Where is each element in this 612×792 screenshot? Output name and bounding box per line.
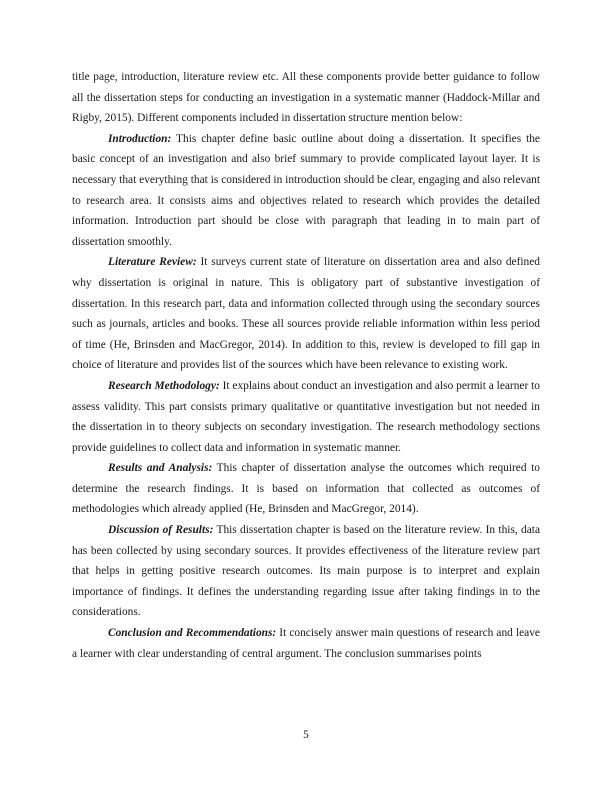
section-heading-research-methodology: Research Methodology: (108, 379, 220, 392)
paragraph-text: It surveys current state of literature on dissertation area and also defined why dissertation is original in nature. This is obligatory part of substantive investigation of dissertation. In this research part, data and information collected through using the secondary sources such as journals, articles and books. These all sources provide reliable information within less period of time (He, Brinsden and MacGregor, 2014). In addition to this, review is developed to fill gap in choice of literature and provides list of the sources which have been relevance to existing work. (72, 256, 540, 372)
paragraph-literature-review (72, 252, 540, 376)
section-heading-literature-review: Literature Review: (108, 256, 197, 269)
paragraph-text: This dissertation chapter is based on the literature review. In this, data has been collected by using secondary sources. It provides effectiveness of the literature review part that helps in getting positive research outcomes. Its main purpose is to interpret and explain importance of findings. It defines the understanding regarding issue after taking findings in to the considerations. (72, 524, 541, 619)
section-heading-conclusion-recommendations: Conclusion and Recommendations: (108, 627, 277, 640)
paragraph-discussion-results (72, 520, 540, 623)
paragraph-text: title page, introduction, literature review etc. All these components provide better guidance to follow all the dissertation steps for conducting an investigation in a systematic manner (Haddock-Millar and Rigby, 2015). Different components included in dissertation structure mention below: (72, 71, 540, 125)
paragraph-text: It concisely answer main questions of research and leave a learner with clear understanding of central argument. The conclusion summarises points (72, 627, 540, 660)
document-body (72, 67, 540, 664)
paragraph-research-methodology (72, 376, 540, 458)
paragraph-text: This chapter define basic outline about doing a dissertation. It specifies the basic concept of an investigation and also brief summary to provide complicated layout layer. It is necessary that everything that is considered in introduction should be clear, engaging and also relevant to research area. It consists aims and objectives related to research which provides the detailed information. Introduction part should be close with paragraph that leading in to main part of dissertation smoothly. (72, 132, 540, 248)
paragraph-intro-continued (72, 67, 540, 129)
paragraph-text: This chapter of dissertation analyse the outcomes which required to determine the research findings. It is based on information that collected as outcomes of methodologies which already applied (He, Brinsden and MacGregor, 2014). (72, 462, 540, 516)
paragraph-introduction (72, 129, 540, 253)
section-heading-discussion-results: Discussion of Results: (108, 524, 214, 537)
paragraph-text: It explains about conduct an investigation and also permit a learner to assess validity. This part consists primary qualitative or quantitative investigation but not needed in the dissertation in to theory subjects on secondary investigation. The research methodology sections provide guidelines to collect data and information in systematic manner. (72, 379, 540, 454)
section-heading-introduction: Introduction: (108, 132, 172, 145)
paragraph-results-analysis (72, 458, 540, 520)
paragraph-conclusion-recommendations (72, 623, 540, 664)
section-heading-results-analysis: Results and Analysis: (108, 462, 213, 475)
page-number: 5 (303, 729, 309, 741)
